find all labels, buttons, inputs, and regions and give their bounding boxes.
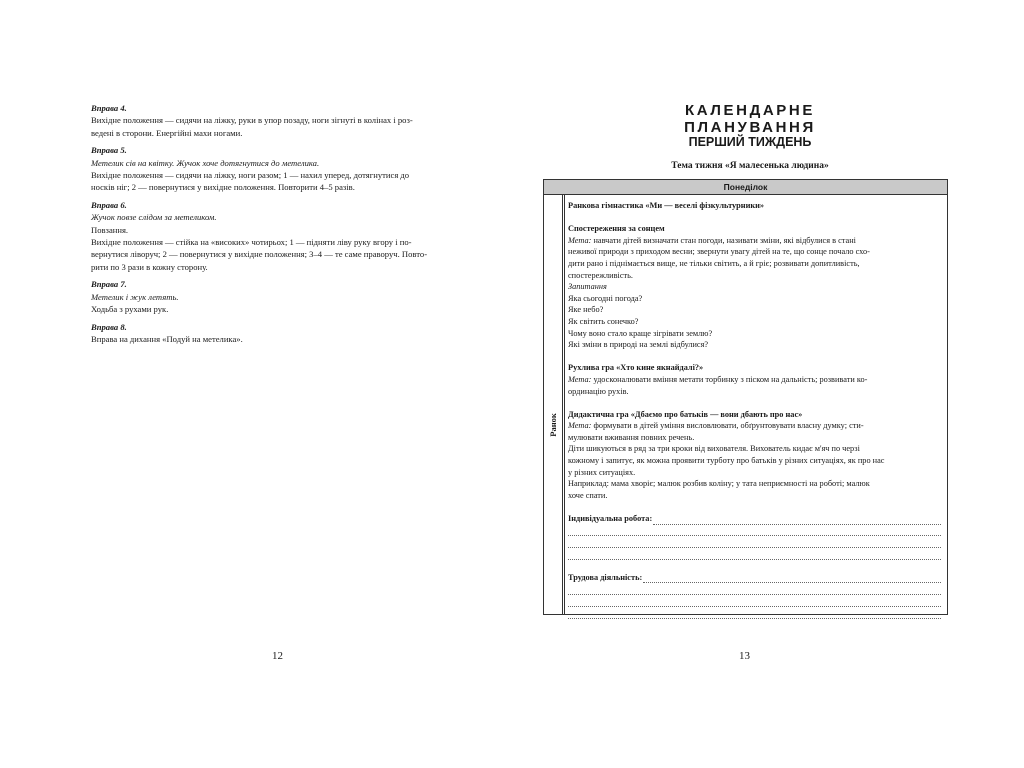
didactic-game-goal [568,420,941,432]
plan-body [544,195,947,614]
exercise-subtitle: Метелик сів на квітку. Жучок хоче дотягнутися до метелика. [91,157,320,168]
plan-table [543,179,948,615]
labor-activity-label: Трудова діяльність: [568,572,643,582]
exercise-title: Вправа 7. [91,279,127,290]
active-game-title: Рухлива гра «Хто кине якнайдалі?» [568,363,704,373]
exercise-block [91,321,429,346]
goal-text-line: мулювати вживання повних речень. [568,432,695,442]
exercise-block [91,199,429,273]
exercise-text: Вихідне положення — сидячи на ліжку, руки в упор позаду, ноги зігнуті в колінах і роз- [91,115,413,126]
active-game-goal [568,374,941,386]
goal-text-line: у різних ситуаціях. [568,467,636,477]
goal-text-line: Наприклад: мама хворіє; малюк розбив коліну; у тата неприємності на роботі; малюк [568,479,870,489]
exercise-text: Повзання. [91,224,129,235]
exercise-text: Вправа на дихання «Подуй на метелика». [91,333,243,344]
exercise-block [91,144,429,194]
observation-goal-lines [568,246,941,281]
goal-text-line: кожному і запитує, як можна проявити турботу про батьків у різних ситуаціях, як про нас [568,456,885,466]
questions-list [568,293,941,351]
activities-cell [564,195,947,614]
exercise-title: Вправа 6. [91,199,127,210]
exercise-text: ведені в сторони. Енергійні махи ногами. [91,127,243,138]
exercise-text: Ходьба з рухами рук. [91,304,169,315]
period-label: Ранок [548,413,558,437]
exercise-subtitle: Жучок повзе слідом за метеликом. [91,212,217,223]
exercise-text: рити по 3 рази в кожну сторону. [91,261,208,272]
questions-label: Запитання [568,282,607,292]
exercise-subtitle: Метелик і жук летять. [91,291,179,302]
exercise-text: Вихідне положення — стійка на «високих» чотирьох; 1 — підняти ліву руку вгору і по- [91,237,412,248]
fill-line [568,548,941,560]
question-item: Яке небо? [568,305,604,315]
individual-work-label: Індивідуальна робота: [568,514,653,524]
right-page [512,0,1024,768]
active-game-goal-lines [568,386,941,398]
goal-text-line: неживої природи з приходом весни; звернути увагу дітей на те, що сонце почало схо- [568,247,870,257]
fill-line [568,607,941,619]
goal-text-line: хоче спати. [568,490,608,500]
labor-activity-row [568,572,941,584]
page-number-right: 13 [739,650,750,662]
day-header: Понеділок [544,180,947,195]
question-item: Чому воно стало краще зігрівати землю? [568,328,713,338]
exercise-title: Вправа 4. [91,103,127,113]
didactic-game-goal-text: формувати в дітей уміння висловлювати, обґрунтовувати власну думку; сти- [591,421,864,431]
week-theme: Тема тижня «Я малесенька людина» [671,161,829,171]
question-item: Які зміни в природі на землі відбулися? [568,340,709,350]
fill-line [653,517,941,525]
fill-line [568,525,941,537]
fill-line [568,595,941,607]
goal-text-line: Діти шикуються в ряд за три кроки від вихователя. Вихователь кидає м'яч по черзі [568,444,860,454]
observation-goal-label: Мета: [568,235,592,245]
didactic-game-goal-lines [568,432,941,502]
period-column [544,195,563,614]
active-game-goal-text: удосконалювати вміння метати торбинку з піском на дальність; розвивати ко- [591,374,868,384]
fill-line [643,575,941,583]
exercise-block [91,278,429,315]
individual-work-row [568,513,941,525]
question-item: Яка сьогодні погода? [568,293,643,303]
observation-goal [568,235,941,247]
exercise-text: вернутися ліворуч; 2 — повернутися у вихідне положення; 3–4 — те саме праворуч. Повто- [91,249,428,260]
week-title: ПЕРШИЙ ТИЖДЕНЬ [688,135,812,149]
morning-exercise: Ранкова гімнастика «Ми — веселі фізкультурники» [568,201,765,210]
exercise-list [91,102,429,350]
page-title: КАЛЕНДАРНЕ ПЛАНУВАННЯ [684,102,816,136]
exercise-block [91,102,429,139]
exercise-text: носків ніг; 2 — повернутися у вихідне положення. Повторити 4–5 разів. [91,182,355,193]
didactic-game-title: Дидактична гра «Дбаємо про батьків — вони дбають про нас» [568,409,803,419]
goal-text-line: спостережливість. [568,270,634,280]
fill-line [568,536,941,548]
exercise-text: Вихідне положення — сидячи на ліжку, ноги разом; 1 — нахил уперед, дотягнутися до [91,170,410,181]
page-number-left: 12 [272,650,283,662]
fill-line [568,583,941,595]
exercise-title: Вправа 5. [91,145,127,156]
active-game-goal-label: Мета: [568,374,592,384]
exercise-title: Вправа 8. [91,321,127,332]
didactic-game-goal-label: Мета: [568,421,592,431]
observation-title: Спостереження за сонцем [568,224,665,234]
observation-goal-text: навчати дітей визначати стан погоди, називати зміни, які відбулися в стані [591,235,856,245]
goal-text-line: дити рано і піднімається вище, не тільки світить, а й гріє; розвивати допитливість, [568,258,860,268]
goal-text-line: ординацію рухів. [568,386,629,396]
question-item: Як світить сонечко? [568,316,639,326]
